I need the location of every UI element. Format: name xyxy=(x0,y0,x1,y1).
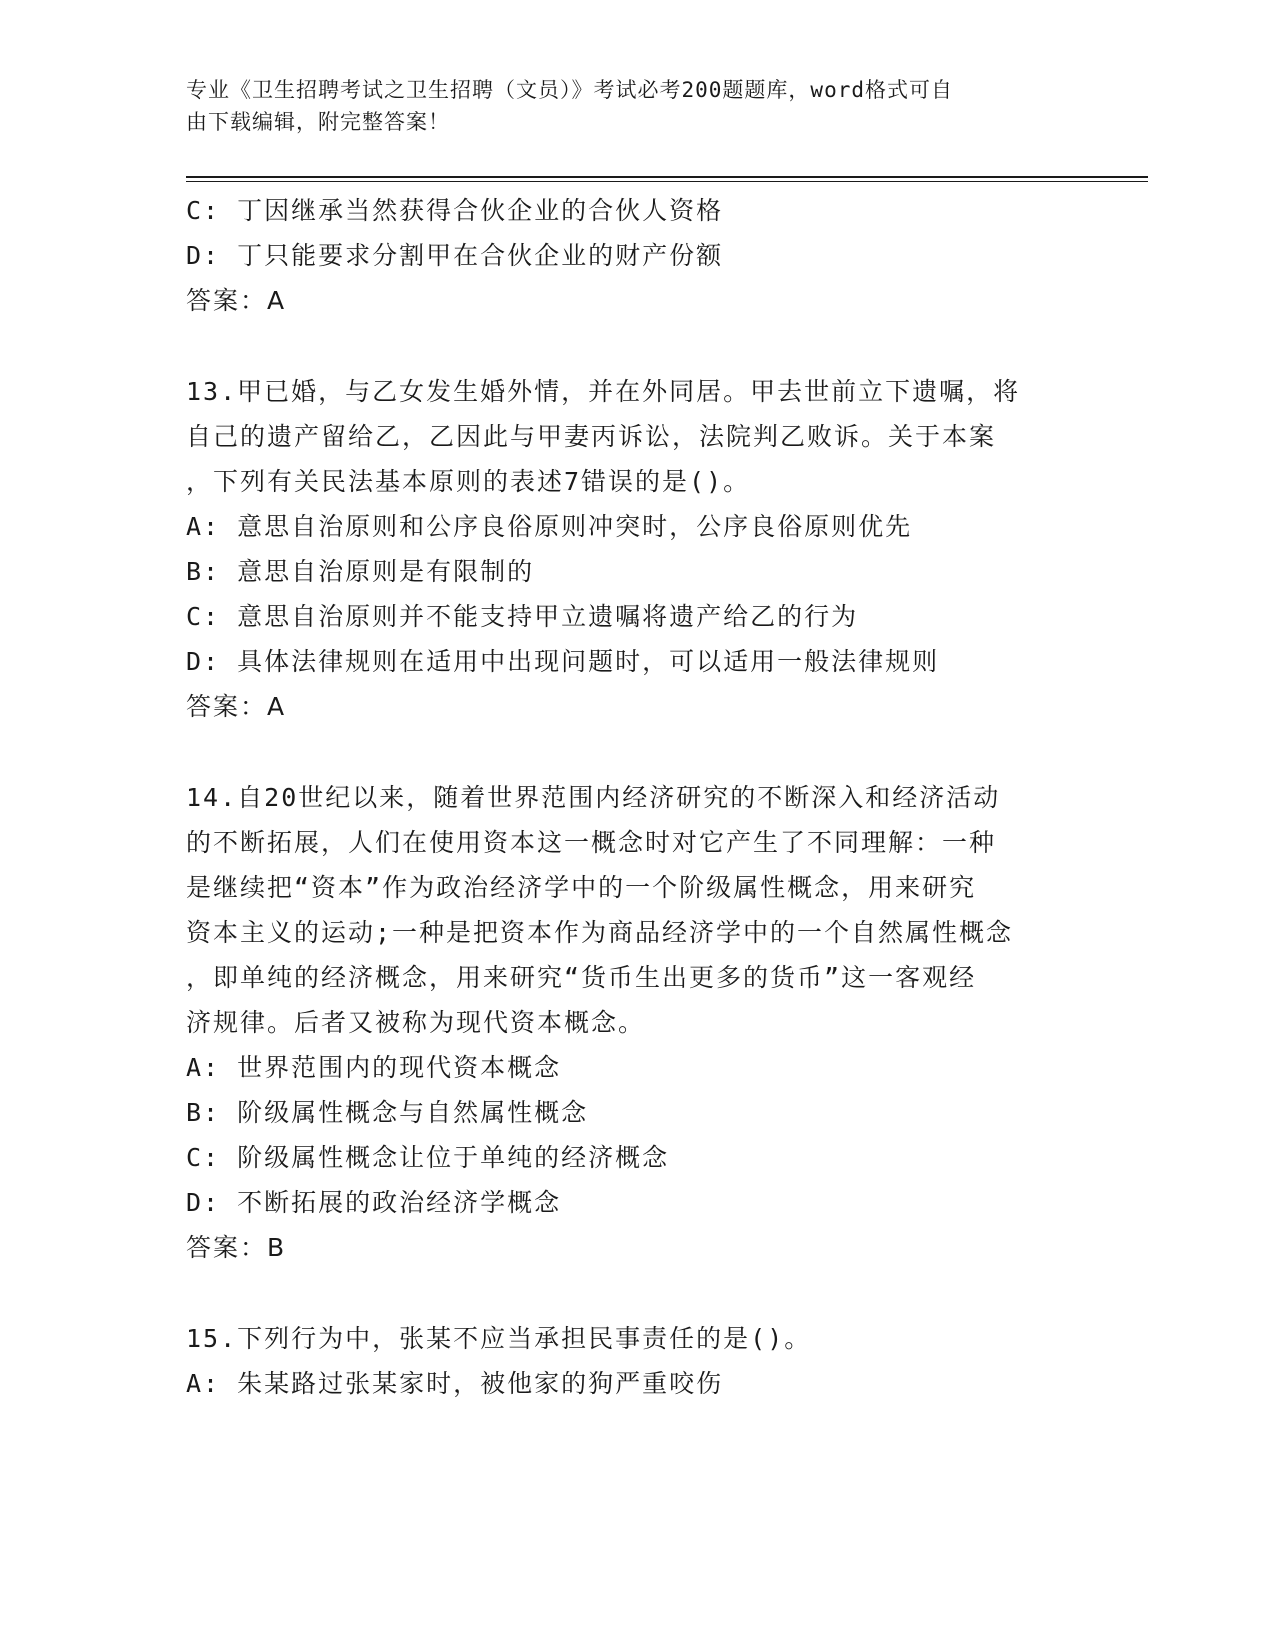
option-b: B: 意思自治原则是有限制的 xyxy=(186,557,535,586)
option-a: A: 世界范围内的现代资本概念 xyxy=(186,1053,562,1082)
option-a: A: 意思自治原则和公序良俗原则冲突时，公序良俗原则优先 xyxy=(186,512,913,541)
question-stem-line: ，下列有关民法基本原则的表述7错误的是()。 xyxy=(186,467,751,496)
question-12-tail xyxy=(186,188,1086,323)
document-header xyxy=(186,74,1066,138)
question-gap xyxy=(186,323,1086,369)
question-stem-line: 14.自20世纪以来，随着世界范围内经济研究的不断深入和经济活动 xyxy=(186,783,1001,812)
answer-line: 答案：A xyxy=(186,286,287,315)
option-a: A: 朱某路过张某家时，被他家的狗严重咬伤 xyxy=(186,1369,724,1398)
option-b: B: 阶级属性概念与自然属性概念 xyxy=(186,1098,589,1127)
question-stem-line: 济规律。后者又被称为现代资本概念。 xyxy=(186,1008,646,1037)
question-14 xyxy=(186,775,1086,1270)
question-15 xyxy=(186,1316,1086,1406)
option-d: D: 丁只能要求分割甲在合伙企业的财产份额 xyxy=(186,241,724,270)
question-content xyxy=(186,188,1086,1406)
question-gap xyxy=(186,729,1086,775)
question-stem-line: 是继续把“资本”作为政治经济学中的一个阶级属性概念，用来研究 xyxy=(186,873,977,902)
option-d: D: 具体法律规则在适用中出现问题时，可以适用一般法律规则 xyxy=(186,647,940,676)
question-gap xyxy=(186,1270,1086,1316)
question-stem-line: 15.下列行为中，张某不应当承担民事责任的是()。 xyxy=(186,1324,812,1353)
question-13 xyxy=(186,369,1086,729)
question-stem-line: 13.甲已婚，与乙女发生婚外情，并在外同居。甲去世前立下遗嘱，将 xyxy=(186,377,1021,406)
header-line-2: 由下载编辑，附完整答案！ xyxy=(186,110,450,134)
answer-line: 答案：A xyxy=(186,692,287,721)
question-stem-line: 自己的遗产留给乙，乙因此与甲妻丙诉讼，法院判乙败诉。关于本案 xyxy=(186,422,997,451)
question-stem-line: 的不断拓展，人们在使用资本这一概念时对它产生了不同理解：一种 xyxy=(186,828,997,857)
header-line-1: 专业《卫生招聘考试之卫生招聘（文员）》考试必考200题题库，word格式可自 xyxy=(186,78,953,102)
option-c: C: 意思自治原则并不能支持甲立遗嘱将遗产给乙的行为 xyxy=(186,602,859,631)
question-stem-line: ，即单纯的经济概念，用来研究“货币生出更多的货币”这一客观经 xyxy=(186,963,977,992)
option-c: C: 丁因继承当然获得合伙企业的合伙人资格 xyxy=(186,196,724,225)
header-divider-thin xyxy=(186,181,1148,182)
option-d: D: 不断拓展的政治经济学概念 xyxy=(186,1188,562,1217)
option-c: C: 阶级属性概念让位于单纯的经济概念 xyxy=(186,1143,670,1172)
answer-line: 答案：B xyxy=(186,1233,287,1262)
header-divider-thick xyxy=(186,176,1148,178)
question-stem-line: 资本主义的运动;一种是把资本作为商品经济学中的一个自然属性概念 xyxy=(186,918,1014,947)
